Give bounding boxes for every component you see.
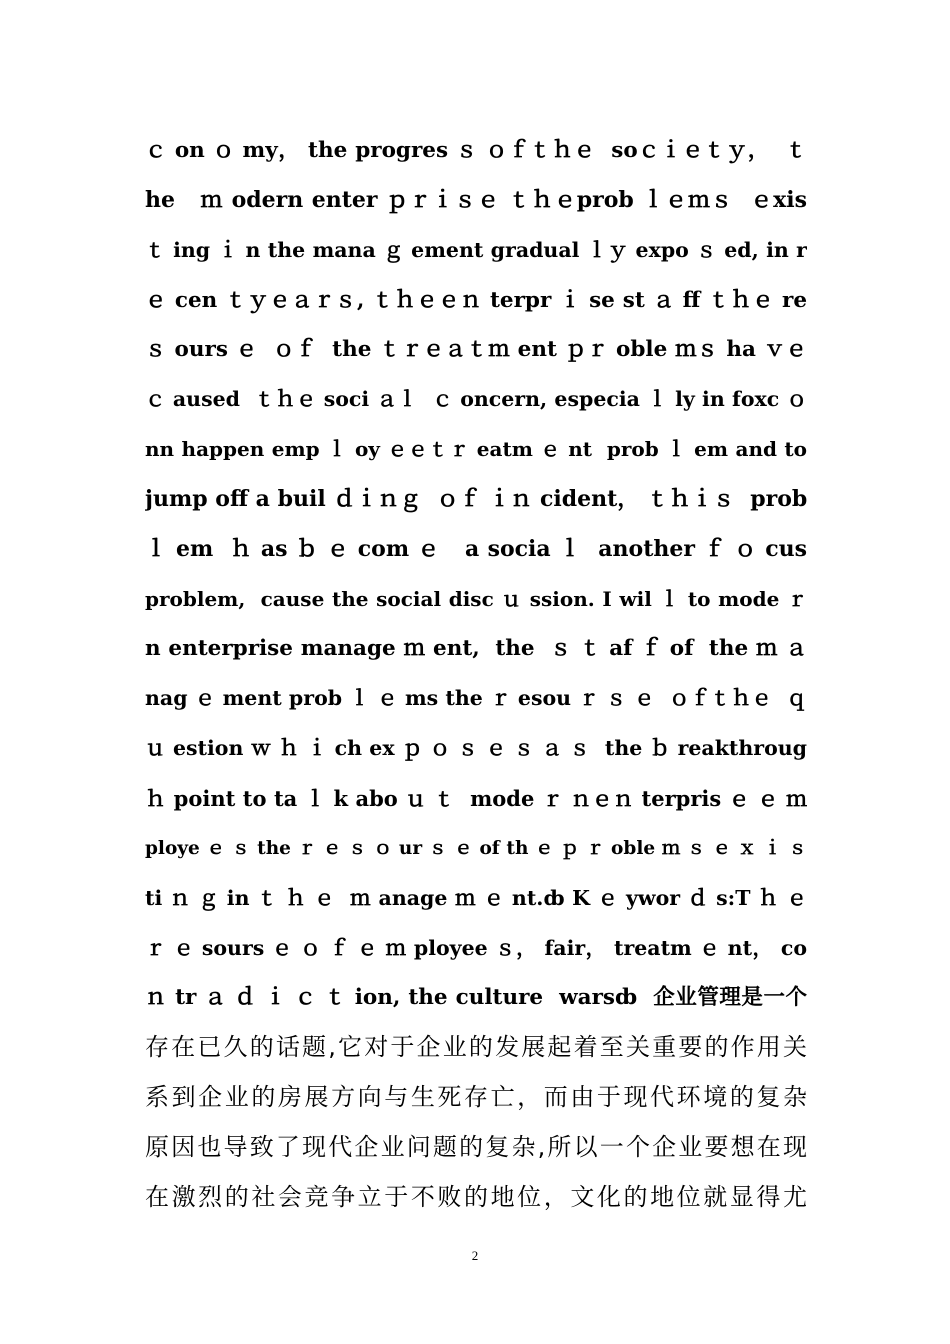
text-line: ploye ｅ ｓ the ｒ ｅ ｓ ｏ ur ｓ ｅ of th ｅ ｐ ｒ oble ｍ ｓ ｅ ｘ ｉ ｓ	[145, 837, 807, 859]
text-line: ｈ point to ta ｌ k abo ｕ ｔ mode ｒ ｎｅｎ terpris ｅ ｅ ｍ	[145, 785, 807, 811]
text-line: ｃ on ｏ my， the progres ｓ ｏｆｔｈｅ soｃｉｅｔｙ， ｔ	[145, 138, 807, 163]
text-line: ｌ em ｈ as ｂ ｅ com ｅ a socia ｌ another ｆ ｏ cus	[145, 535, 807, 562]
text-line: ｃ aused ｔｈｅ soci ａｌ ｃ oncern, especia ｌ ly in foxc ｏ	[145, 387, 807, 412]
text-line: ti ｎ ｇ in ｔ ｈ ｅ ｍ anage ｍ ｅ nt.ȸ K ｅ ywor ｄ s:T ｈ ｅ	[145, 885, 807, 910]
text-line: 在激烈的社会竞争立于不败的地位，文化的地位就显得尤	[145, 1182, 807, 1211]
text-line: 原因也导致了现代企业问题的复杂,所以一个企业要想在现	[145, 1132, 807, 1161]
text-line: problem, cause the social disc ｕ ssion. I wil ｌ to mode ｒ	[145, 586, 807, 611]
text-line: nn happen emp ｌ oy ｅｅｔｒ eatm ｅ nt prob ｌ em and to	[145, 437, 807, 462]
text-line: n enterprise manage ｍ ent, the ｓ ｔ af ｆ of the ｍ ａ	[145, 636, 807, 662]
text-line: 系到企业的房展方向与生死存亡，而由于现代环境的复杂	[145, 1083, 807, 1112]
text-line: jump off a buil ｄｉｎｇ ｏｆ ｉｎ cident， ｔｈｉｓ prob	[145, 485, 807, 512]
text-line: ｅ cen ｔｙｅａｒｓ, ｔｈｅｅｎ terpr ｉ se st ａ ff ｔｈｅ re	[145, 287, 807, 313]
text-line: nag ｅ ment prob ｌ ｅ ms the ｒ esou ｒ ｓ ｅ ｏｆｔｈｅ ｑ	[145, 686, 807, 711]
text-line: ｎ tr ａ ｄ ｉ ｃ ｔ ion, the culture warsȸ 企业管理是一个	[145, 985, 807, 1011]
text-line: ｕ estion ｗ ｈ ｉ ch ex ｐ ｏ ｓ ｅ ｓ ａ ｓ the ｂ reakthroug	[145, 736, 807, 761]
text-line: ｓ ours ｅ ｏｆ the ｔｒｅａｔｍ ent ｐｒ oble ｍｓ ha ｖｅ	[145, 337, 807, 363]
text-line: ｔ ing ｉ n the mana ｇ ement gradual ｌｙ expo ｓ ed, in r	[145, 237, 807, 262]
text-line: ｒ ｅ sours ｅ ｏ ｆ ｅ ｍ ployee ｓ， fair， treatm ｅ nt， co	[145, 935, 807, 960]
text-line: he ｍ odern enter ｐｒｉｓｅ ｔｈｅprob ｌｅｍｓ ｅxis	[145, 186, 807, 213]
body-text	[145, 126, 807, 1223]
page-number: 2	[471, 1248, 479, 1263]
text-line: 存在已久的话题,它对于企业的发展起着至关重要的作用关	[145, 1033, 807, 1062]
